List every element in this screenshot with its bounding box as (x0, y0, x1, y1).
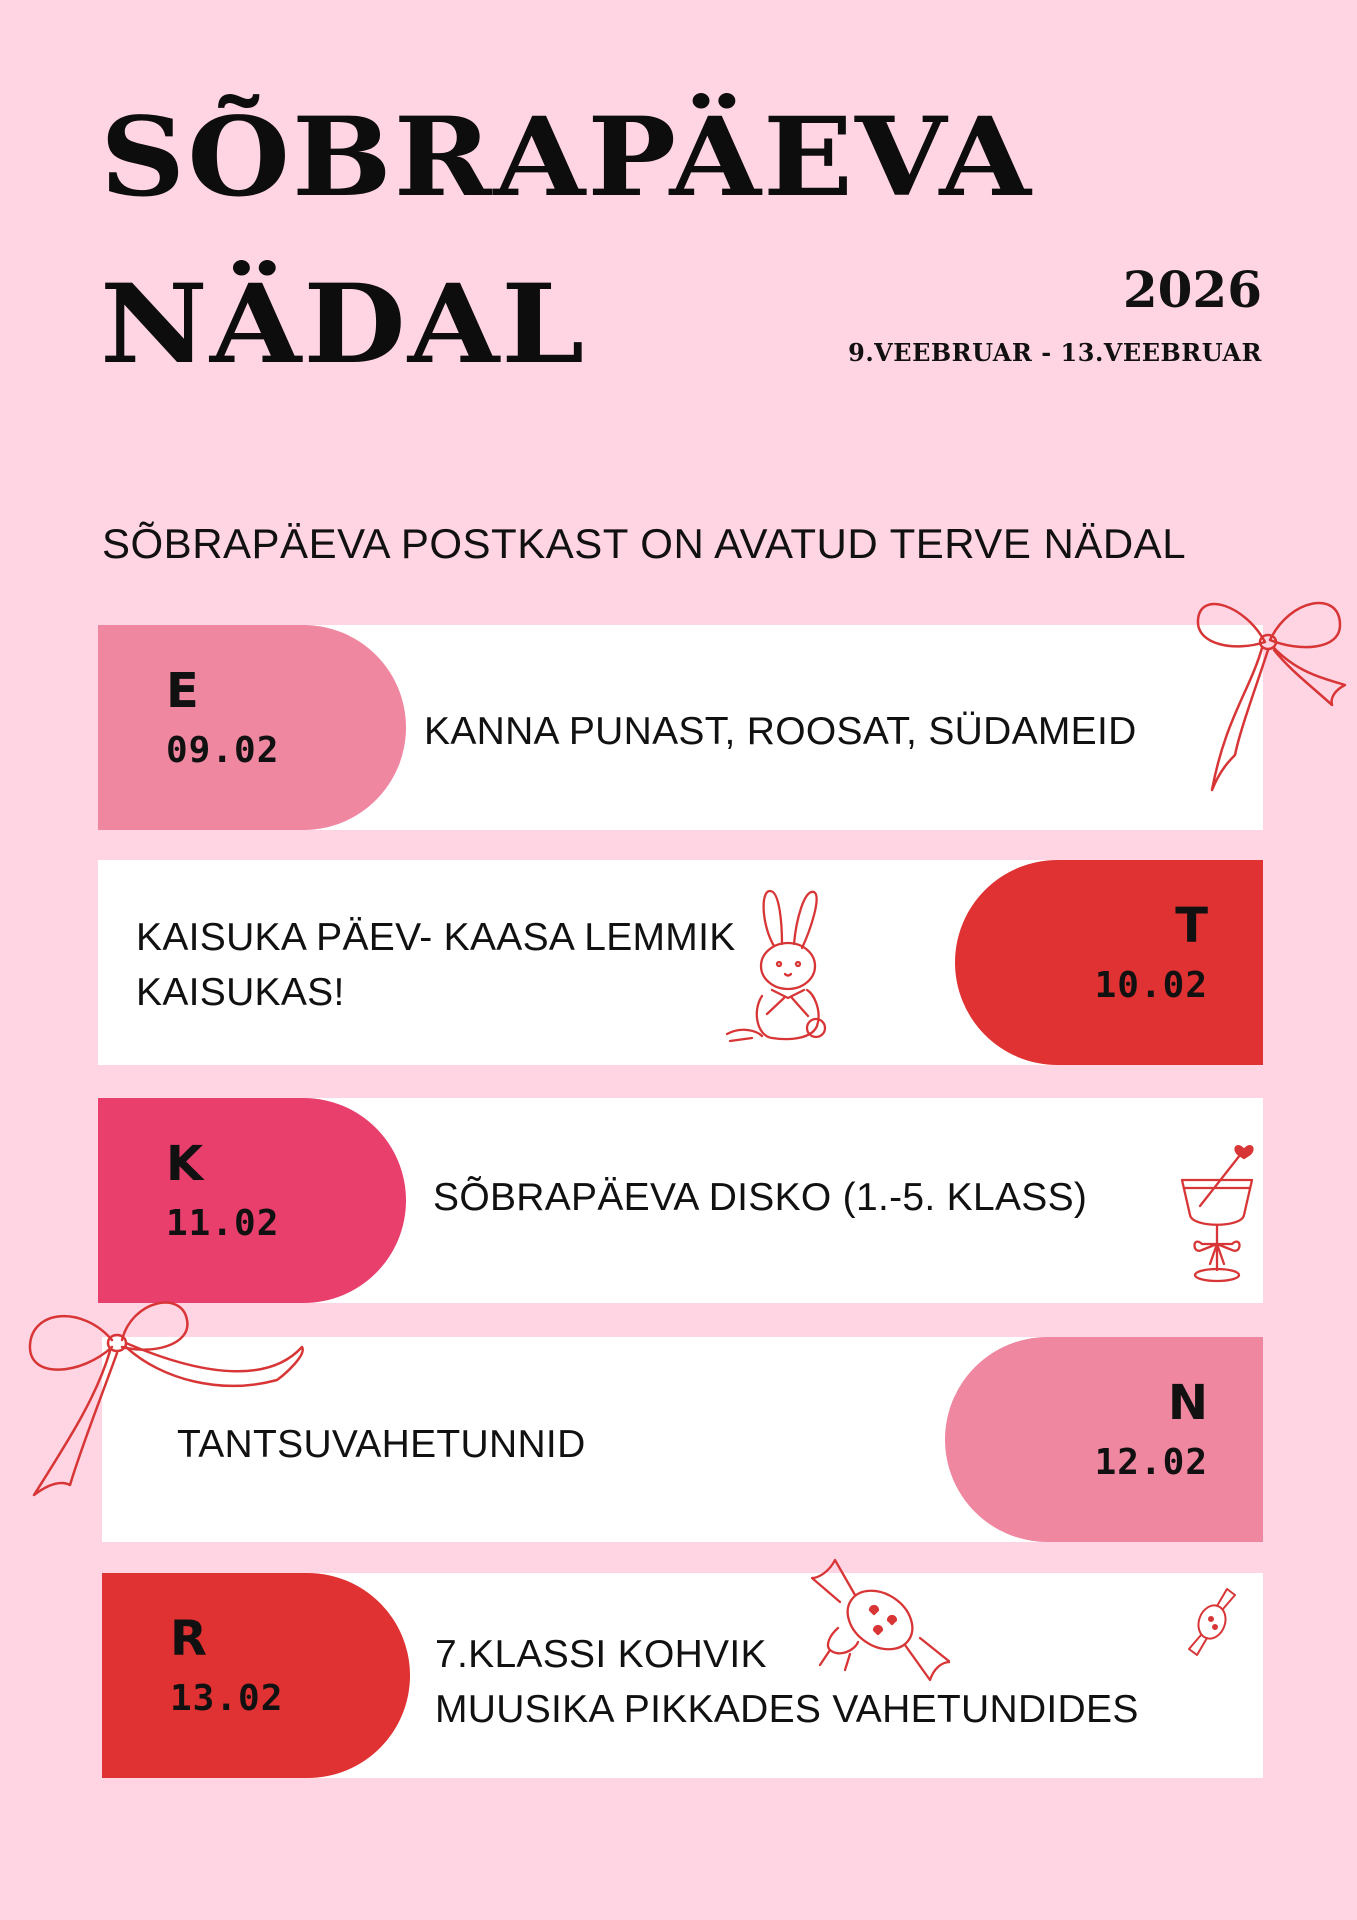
day-date: 12.02 (1094, 1442, 1208, 1483)
bow-icon (22, 1285, 312, 1505)
event-line: KANNA PUNAST, ROOSAT, SÜDAMEID (424, 710, 1137, 753)
event-line: SÕBRAPÄEVA DISKO (1.-5. KLASS) (433, 1176, 1088, 1219)
date-range: 9.VEEBRUAR - 13.VEEBRUAR (848, 338, 1262, 367)
day-letter: N (1167, 1375, 1208, 1431)
day-letter: R (170, 1611, 207, 1667)
day-date: 09.02 (166, 730, 280, 771)
title-line-1: SÕBRAPÄEVA (100, 92, 1033, 221)
event-line: KAISUKA PÄEV- KAASA LEMMIK (136, 916, 736, 959)
day-badge (98, 1098, 406, 1303)
schedule-row-wednesday (98, 1098, 1263, 1303)
schedule-row-monday (98, 625, 1263, 830)
day-letter: E (166, 663, 199, 719)
event-line: 7.KLASSI KOHVIK (435, 1633, 767, 1676)
day-badge (955, 860, 1263, 1065)
day-letter: T (1175, 898, 1208, 954)
day-badge (945, 1337, 1263, 1542)
year: 2026 (1122, 260, 1262, 319)
day-letter: K (166, 1136, 204, 1192)
event-line: KAISUKAS! (136, 971, 345, 1015)
candy-icon (810, 1550, 950, 1690)
event-text (433, 1170, 1087, 1225)
day-date: 10.02 (1094, 965, 1208, 1006)
candy-icon (1185, 1585, 1240, 1660)
event-text (435, 1627, 1139, 1738)
day-date: 13.02 (170, 1678, 284, 1719)
day-date: 11.02 (166, 1203, 280, 1244)
cocktail-glass-icon (1172, 1140, 1262, 1290)
bunny-icon (722, 886, 852, 1046)
event-line: TANTSUVAHETUNNID (177, 1423, 586, 1466)
title-line-2: NÄDAL (100, 259, 587, 388)
event-text (424, 704, 1137, 759)
schedule-row-friday (102, 1573, 1263, 1778)
day-badge (102, 1573, 410, 1778)
bow-icon (1190, 580, 1350, 800)
schedule-row-tuesday (98, 860, 1263, 1065)
day-badge (98, 625, 406, 830)
event-text (136, 910, 736, 1021)
event-line: MUUSIKA PIKKADES VAHETUNDIDES (435, 1688, 1139, 1732)
postbox-notice: SÕBRAPÄEVA POSTKAST ON AVATUD TERVE NÄDAL (102, 520, 1187, 567)
